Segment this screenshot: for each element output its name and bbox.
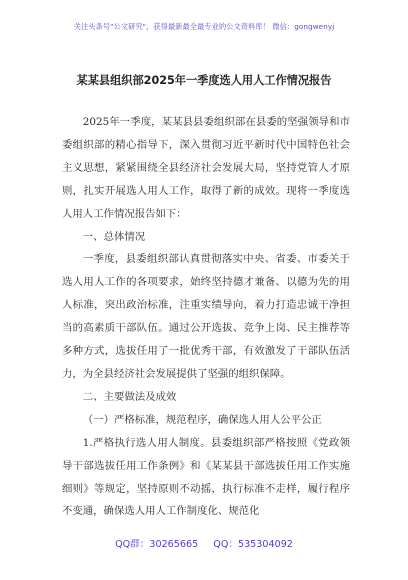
section-heading-overview: 一、总体情况: [82, 230, 146, 243]
footer-contact: [0, 536, 408, 550]
footer-qq-group: QQ群：30265665: [115, 539, 199, 550]
intro-paragraph: 2025年一季度，某某县县委组织部在县委的坚强领导和市委组织部的精心指导下，深入贯彻习近平新时代中国特色社会主义思想，紧紧围绕全县经济社会发展大局，坚持党管人才原则，扎实开展选人用人工作，取得了新的成效。现将一季度选人用人工作情况报告如下：: [62, 116, 350, 220]
section-heading-practices: 二、主要做法及成效: [82, 390, 177, 403]
subsection-heading-standards: （一）严格标准，规范程序，确保选人用人公平公正: [82, 413, 322, 426]
overview-paragraph: 一季度，县委组织部认真贯彻落实中央、省委、市委关于选人用人工作的各项要求，始终坚持德才兼备、以德为先的用人标准，突出政治标准，注重实绩导向，着力打造忠诚干净担当的高素质干部队伍。通过公开选拔、竞争上岗、民主推荐等多种方式，选拔任用了一批优秀干部，有效激发了干部队伍活力，为全县经济社会发展提供了坚强的组织保障。: [62, 253, 350, 380]
item-paragraph-system: 1.严格执行选人用人制度。县委组织部严格按照《党政领导干部选拔任用工作条例》和《某某县干部选拔任用工作实施细则》等规定，坚持原则不动摇，执行标准不走样，履行程序不变通，确保选人用人工作制度化、规范化: [62, 436, 350, 518]
document-body: [62, 111, 350, 523]
header-banner: 关注头条号"公文研究"，获得最新最全最专业的公文资料库！ 微信：gongwenyj: [73, 22, 335, 31]
document-title: 某某县组织部2025年一季度选人用人工作情况报告: [76, 74, 332, 87]
footer-qq-number: QQ：535304092: [213, 539, 293, 550]
